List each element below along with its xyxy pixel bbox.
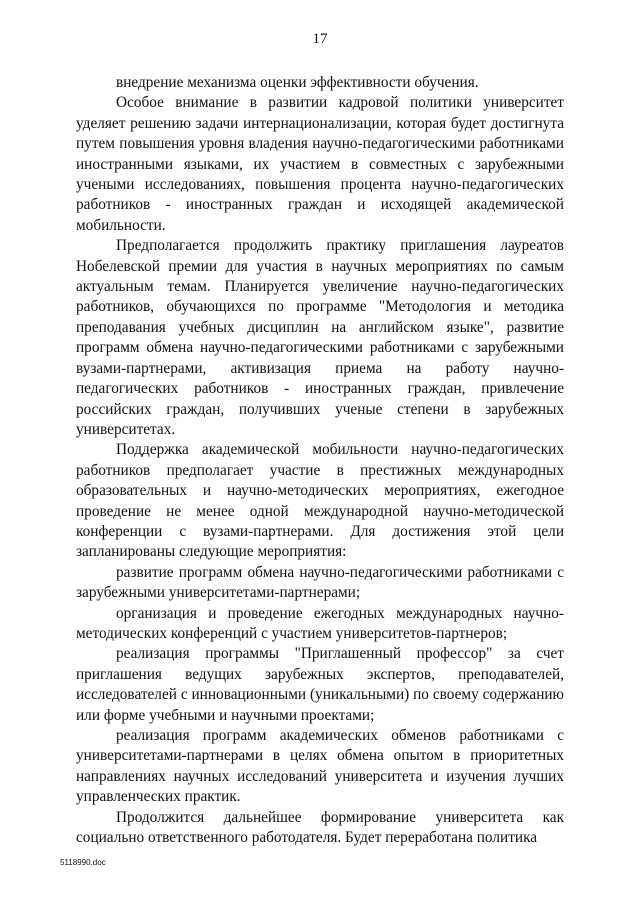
page-number: 17 [312, 31, 328, 47]
paragraph: Особое внимание в развитии кадровой политики университет уделяет решению задачи интернационализации, которая будет достигнута путем повышения уровня владения научно-педагогическими работниками иностранными языками, их участием в совместных с зарубежными учеными исследованиях, повышения процента научно-педагогических работников - иностранных граждан и исходящей академической мобильности. [76, 94, 564, 234]
paragraph: Предполагается продолжить практику приглашения лауреатов Нобелевской премии для участия в научных мероприятиях по самым актуальным темам. Планируется увеличение научно-педагогических работников, обучающихся по программе "Методология и методика преподавания учебных дисциплин на английском языке", развитие программ обмена научно-педагогическими работниками с зарубежными вузами-партнерами, активизация приема на работу научно-педагогических работников - иностранных граждан, привлечение российских граждан, получивших ученые степени в зарубежных университетах. [76, 237, 564, 438]
paragraph: внедрение механизма оценки эффективности обучения. [116, 74, 479, 91]
paragraph: реализация программы "Приглашенный профессор" за счет приглашения ведущих зарубежных экспертов, преподавателей, исследователей с инновационными (уникальными) по своему содержанию или форме учебными и научными проектами; [76, 645, 564, 724]
paragraph: развитие программ обмена научно-педагогическими работниками с зарубежными университетами-партнерами; [76, 563, 564, 602]
paragraph: реализация программ академических обменов работниками с университетами-партнерами в целях обмена опытом в приоритетных направлениях научных исследований университета и изучения лучших управленческих практик. [76, 727, 564, 806]
paragraph: Продолжится дальнейшее формирование университета как социально ответственного работодателя. Будет переработана политика [76, 808, 564, 847]
footer-filename: 5118990.doc [60, 858, 106, 867]
paragraph: Поддержка академической мобильности научно-педагогических работников предполагает участие в престижных международных образовательных и научно-методических мероприятиях, ежегодное проведение не менее одной международной научно-методической конференции с вузами-партнерами. Для достижения этой цели запланированы следующие мероприятия: [76, 441, 564, 561]
paragraph: организация и проведение ежегодных международных научно-методических конференций с участием университетов-партнеров; [76, 604, 564, 642]
document-body [76, 73, 564, 848]
